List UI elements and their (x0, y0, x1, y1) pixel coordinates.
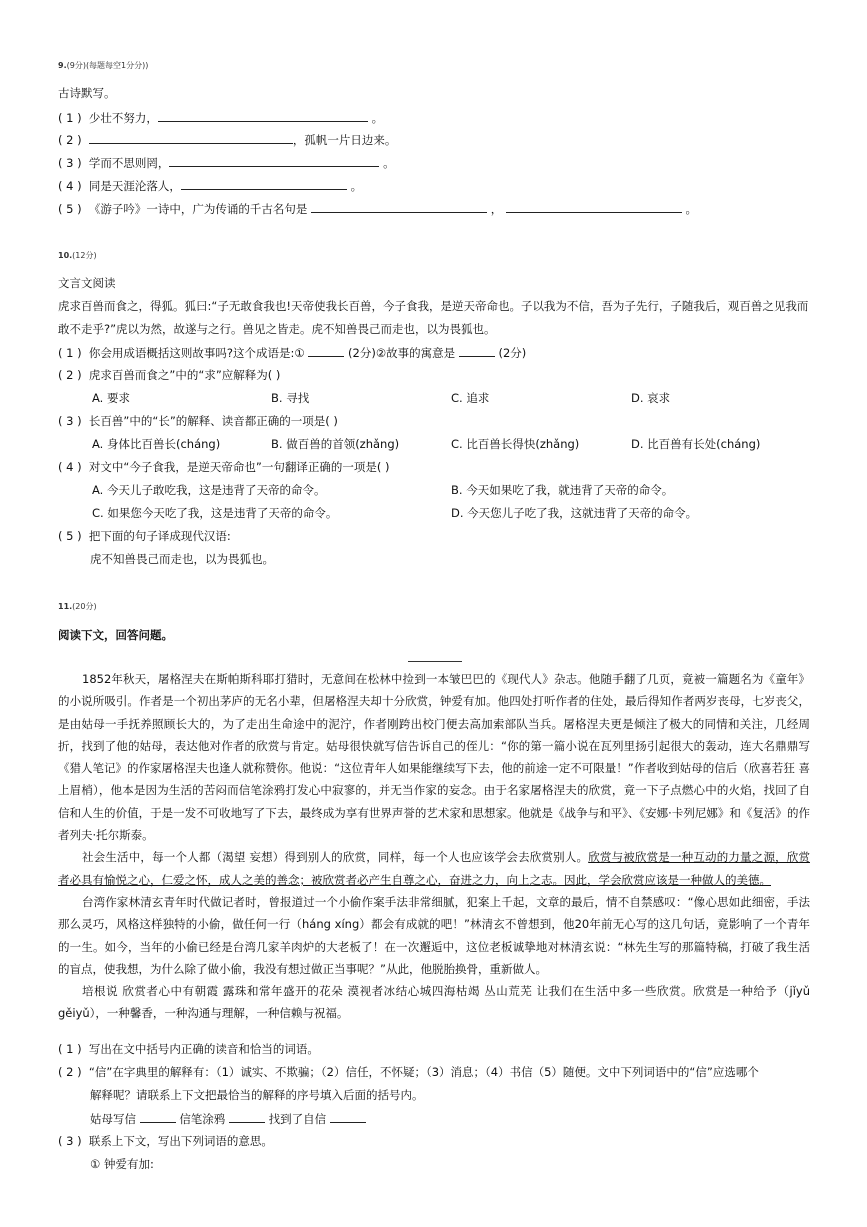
q9-item-2: ( 2 ) ，孤帆一片日边来。 (58, 133, 397, 147)
q10-header: 10.(12分) (58, 251, 97, 260)
q10-sub-3: ( 3 ) 长百兽”中的“长”的解释、读音都正确的一项是( ) (58, 414, 338, 428)
q10-sub-4: ( 4 ) 对文中“今子食我，是逆天帝命也”一句翻译正确的一项是( ) (58, 460, 390, 474)
q11-sub-3-item: ① 钟爱有加: (90, 1157, 154, 1171)
option-d[interactable]: D. 今天您儿子吃了我，这就违背了天帝的命令。 (451, 506, 698, 520)
q11-sub-1: ( 1 ) 写出在文中括号内正确的读音和恰当的词语。 (58, 1042, 319, 1056)
passage-paragraph-3: 台湾作家林清玄青年时代做记者时，曾报道过一个小偷作案手法非常细腻，犯案上千起，文章的最后，情不自禁感叹：“像心思如此细密，手法那么灵巧，风格这样独特的小偷，做任何一行（háng xíng）都会有成就的吧！”林清玄不曾想到，他20年前无心写的这几句话，竟影响了一个青年的一生。如今，当年的小偷已经是台湾几家羊肉炉的大老板了！在一次邂逅中，这位老板诚挚地对林清玄说：“林先生写的那篇特稿，打破了我生活的盲点，使我想，为什么除了做小偷，我没有想过做正当事呢？”从此，他脱胎换骨，重新做人。 (58, 894, 810, 976)
passage-paragraph-4: 培根说 欣赏者心中有朝霞 露珠和常年盛开的花朵 漠视者冰结心城四海枯竭 丛山荒芜 让我们在生活中多一些欣赏。欣赏是一种给予（jǐyǔ gěiyǔ），一种馨香，一种沟通与理解，一种信赖与祝福。 (58, 984, 810, 1021)
answer-blank[interactable] (158, 109, 368, 122)
q9-item-4: ( 4 ) 同是天涯沦落人， 。 (58, 179, 363, 193)
q9-title: 古诗默写。 (58, 86, 116, 100)
q10-translate-sentence: 虎不知兽畏己而走也，以为畏狐也。 (90, 552, 274, 566)
option-a[interactable]: A. 身体比百兽长(cháng) (92, 437, 221, 451)
answer-blank[interactable] (459, 344, 495, 357)
answer-blank[interactable] (308, 344, 344, 357)
q10-passage-line-1: 虎求百兽而食之，得狐。狐曰:“子无敢食我也!天帝使我长百兽，今子食我，是逆天帝命也。子以我为不信，吾为子先行，子随我后，观百兽之见我而 (58, 299, 809, 313)
option-a[interactable]: A. 今天儿子敢吃我，这是违背了天帝的命令。 (92, 483, 326, 497)
q11-sub-2: ( 2 ) “信”在字典里的解释有：（1）诚实、不欺骗；（2）信任，不怀疑；（3）消息；（4）书信（5）随便。文中下列词语中的“信”应选哪个 (58, 1065, 759, 1079)
q10-sub-5: ( 5 ) 把下面的句子译成现代汉语: (58, 529, 231, 543)
option-b[interactable]: B. 今天如果吃了我，就违背了天帝的命令。 (451, 483, 674, 497)
q9-item-1: ( 1 ) 少壮不努力， 。 (58, 111, 384, 125)
q9-header: 9.(9分)(每题每空1分分)) (58, 61, 149, 70)
q11-sub-2-cont: 解释呢？请联系上下文把最恰当的解释的序号填入后面的括号内。 (90, 1088, 424, 1102)
answer-blank[interactable] (311, 200, 487, 213)
q9-item-5: ( 5 ) 《游子吟》一诗中，广为传诵的千古名句是 ， 。 (58, 202, 698, 216)
option-d[interactable]: D. 哀求 (631, 391, 671, 405)
option-b[interactable]: B. 寻找 (271, 391, 310, 405)
option-c[interactable]: C. 如果您今天吃了我，这是违背了天帝的命令。 (92, 506, 338, 520)
option-a[interactable]: A. 要求 (92, 391, 130, 405)
passage-paragraph-1: 1852年秋天，屠格涅夫在斯帕斯科耶打猎时，无意间在松林中捡到一本皱巴巴的《现代人》杂志。他随手翻了几页，竟被一篇题名为《童年》的小说所吸引。作者是一个初出茅庐的无名小辈，但屠格涅夫却十分欣赏，钟爱有加。他四处打听作者的住处，最后得知作者两岁丧母，七岁丧父，是由姑母一手抚养照顾长大的，为了走出生命途中的泥泞，作者刚跨出校门便去高加索部队当兵。屠格涅夫更是倾注了极大的同情和关注，几经周折，找到了他的姑母，表达他对作者的欣赏与肯定。姑母很快就写信告诉自己的侄儿：“你的第一篇小说在瓦列里扬引起很大的轰动，连大名鼎鼎写《猎人笔记》的作家屠格涅夫也逢人就称赞你。他说：“这位青年人如果能继续写下去，他的前途一定不可限量！”作者收到姑母的信后（欣喜若狂 喜上眉梢），他本是因为生活的苦闷而信笔涂鸦打发心中寂寥的，并无当作家的妄念。由于名家屠格涅夫的欣赏，竟一下子点燃心中的火焰，找回了自信和人生的价值，于是一发不可收地写了下去，最终成为享有世界声誉的艺术家和思想家。他就是《战争与和平》、《安娜·卡列尼娜》和《复活》的作者列夫·托尔斯泰。 (58, 672, 810, 843)
q11-title: 阅读下文，回答问题。 (58, 628, 173, 642)
q10-title: 文言文阅读 (58, 276, 116, 290)
q11-header: 11.(20分) (58, 602, 97, 611)
title-blank[interactable] (408, 661, 462, 662)
q11-sub-3: ( 3 ) 联系上下文，写出下列词语的意思。 (58, 1134, 273, 1148)
option-d[interactable]: D. 比百兽有长处(cháng) (631, 437, 761, 451)
q10-sub-1: ( 1 ) 你会用成语概括这则故事吗?这个成语是:① (2分)②故事的寓意是 (2分) (58, 346, 527, 360)
answer-blank[interactable] (89, 131, 293, 144)
option-c[interactable]: C. 比百兽长得快(zhǎng) (451, 437, 580, 451)
answer-blank[interactable] (506, 200, 682, 213)
q10-sub-2: ( 2 ) 虎求百兽而食之”中的“求”应解释为( ) (58, 368, 281, 382)
answer-blank[interactable] (140, 1110, 176, 1123)
answer-blank[interactable] (330, 1110, 366, 1123)
q9-item-3: ( 3 ) 学而不思则罔， 。 (58, 156, 395, 170)
q11-sub-2-words: 姑母写信 信笔涂鸦 找到了自信 (90, 1110, 366, 1127)
q11-passage (58, 668, 810, 1025)
option-b[interactable]: B. 做百兽的首领(zhǎng) (271, 437, 400, 451)
underlined-sentence: 欣赏与被欣赏是一种互动的力量之源，欣赏者必具有愉悦之心，仁爱之怀，成人之美的善念；被欣赏者必产生自尊之心，奋进之力，向上之志。因此，学会欣赏应该是一种做人的美德。 (58, 850, 810, 887)
answer-blank[interactable] (181, 177, 347, 190)
option-c[interactable]: C. 追求 (451, 391, 490, 405)
answer-blank[interactable] (229, 1110, 265, 1123)
answer-blank[interactable] (169, 154, 379, 167)
q10-passage-line-2: 敢不走乎?”虎以为然，故遂与之行。兽见之皆走。虎不知兽畏己而走也，以为畏狐也。 (58, 322, 496, 336)
passage-paragraph-2: 社会生活中，每一个人都（渴望 妄想）得到别人的欣赏，同样，每一个人也应该学会去欣赏别人。欣赏与被欣赏是一种互动的力量之源，欣赏者必具有愉悦之心，仁爱之怀，成人之美的善念；被欣赏者必产生自尊之心，奋进之力，向上之志。因此，学会欣赏应该是一种做人的美德。 (58, 850, 810, 887)
